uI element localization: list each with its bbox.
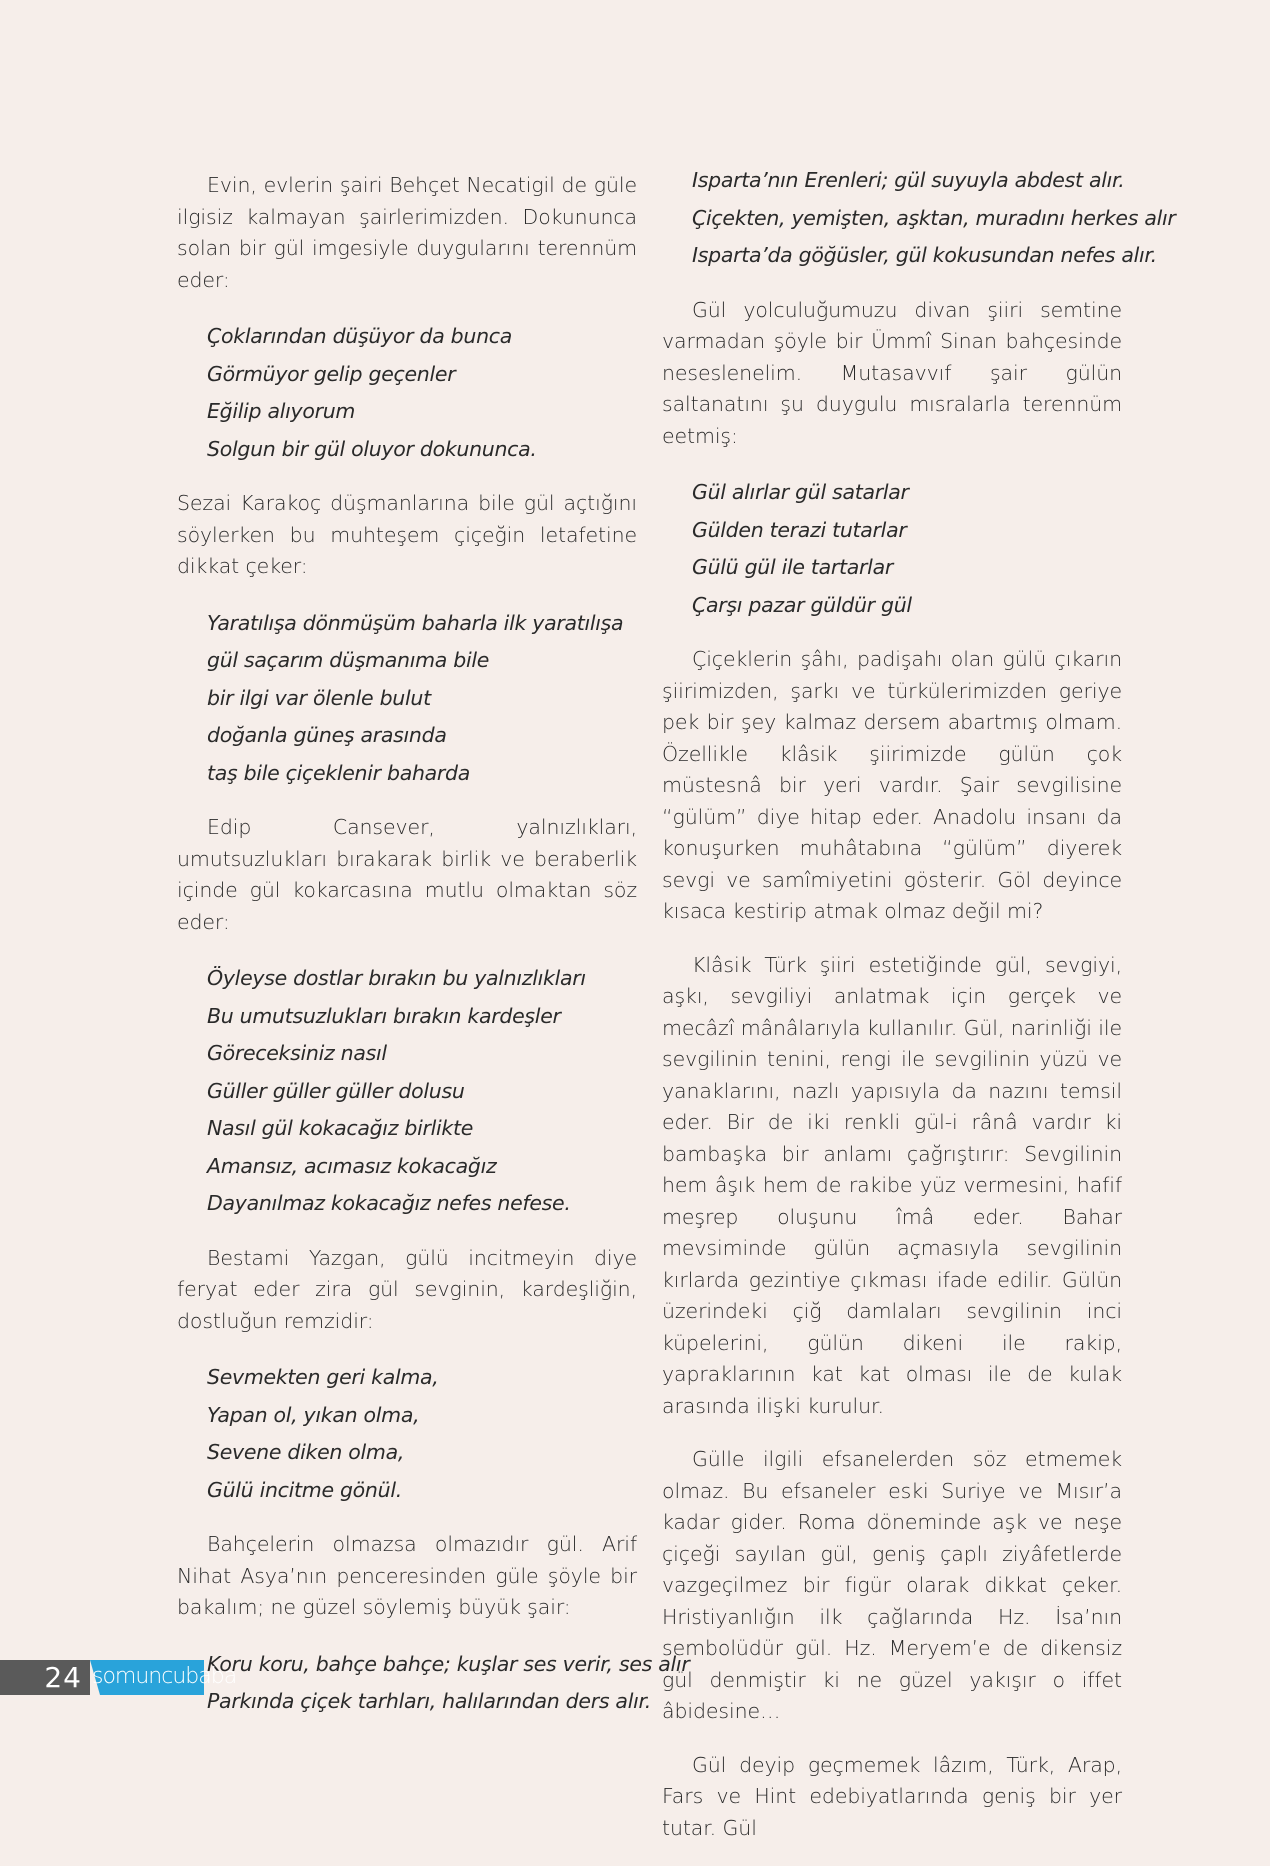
poem-line: bir ilgi var ölenle bulut	[207, 685, 431, 710]
paragraph: Gül deyip geçmemek lâzım, Türk, Arap, Fars ve Hint edebiyatlarında geniş bir yer tutar. Gül	[662, 1752, 1122, 1840]
paragraph: Çiçeklerin şâhı, padişahı olan gülü çıkarın şiirimizden, şarkı ve türkülerimizden geriye pek bir şey kalmaz dersem abartmış olmam. Özellikle klâsik şiirimizde gülün çok müstesnâ bir yeri vardır. Şair sevgilisine “gülüm” diye hitap eder. Anadolu insanı da konuşurken muhâtabına “gülüm” diyerek sevgi ve samîmiyetini gösterir. Göl deyince kısaca kestirip atmak olmaz değil mi?	[662, 647, 1122, 923]
poem-line: Çoklarından düşüyor da bunca	[207, 324, 513, 348]
paragraph: Gülle ilgili efsanelerden söz etmemek olmaz. Bu efsaneler eski Suriye ve Mısır’a kadar gider. Roma döneminde aşk ve neşe çiçeği sayılan gül, geniş çaplı ziyâfetlerde vazgeçilmez bir figür olarak dikkat çeker. Hristiyanlığın ilk çağlarında Hz. İsa’nın sembolüdür gül. Hz. Meryem’e de dikensiz gül denmiştir ki ne güzel yakışır o iffet âbidesine…	[662, 1447, 1122, 1723]
paragraph: Evin, evlerin şairi Behçet Necatigil de güle ilgisiz kalmayan şairlerimizden. Dokununca solan bir gül imgesiyle duygularını terennüm eder:	[177, 173, 637, 292]
poem-line: Görmüyor gelip geçenler	[207, 361, 456, 386]
poem-line: Koru koru, bahçe bahçe; kuşlar ses verir, ses alır	[207, 1651, 690, 1676]
poem	[662, 162, 1176, 275]
poem-line: Çarşı pazar güldür gül	[692, 592, 912, 617]
poem-line: Dayanılmaz kokacağız nefes nefese.	[207, 1191, 571, 1215]
paragraph: Edip Cansever, yalnızlıkları, umutsuzlukları bırakarak birlik ve beraberlik içinde gül kokarcasına mutlu olmaktan söz eder:	[177, 815, 637, 934]
poem-line: taş bile çiçeklenir baharda	[207, 760, 471, 785]
poem-line: doğanla güneş arasında	[207, 723, 447, 747]
poem-line: Yapan ol, yıkan olma,	[207, 1402, 420, 1427]
poem	[177, 605, 637, 793]
poem-line: Bu umutsuzlukları bırakın kardeşler	[207, 1003, 561, 1028]
poem-line: Öyleyse dostlar bırakın bu yalnızlıkları	[207, 966, 586, 990]
poem	[177, 960, 637, 1223]
poem	[177, 318, 637, 468]
paragraph: Klâsik Türk şiiri estetiğinde gül, sevgiyi, aşkı, sevgiliyi anlatmak için gerçek ve mecâzî mânâlarıyla kullanılır. Gül, narinliği ile sevgilinin tenini, rengi ile sevgilinin yüzü ve yanaklarını, nazlı yapısıyla da nazını temsil eder. Bir de iki renkli gül-i rânâ vardır ki bambaşka bir anlamı çağrıştırır: Sevgilinin hem âşık hem de rakibe yüz vermesini, hafif meşrep oluşunu îmâ eder. Bahar mevsiminde gülün açmasıyla sevgilinin kırlarda gezintiye çıkması ifade edilir. Gülün üzerindeki çiğ damlaları sevgilinin inci küpelerini, gülün dikeni ile rakip, yapraklarının kat kat olması ile de kulak arasında ilişki kurulur.	[662, 952, 1122, 1418]
page-number: 24	[44, 1661, 82, 1694]
poem-line: Sevmekten geri kalma,	[207, 1365, 439, 1389]
poem-line: Isparta’nın Erenleri; gül suyuyla abdest alır.	[692, 168, 1125, 192]
poem-line: Güller güller güller dolusu	[207, 1078, 465, 1103]
paragraph: Bestami Yazgan, gülü incitmeyin diye feryat eder zira gül sevginin, kardeşliğin, dostluğun remzidir:	[177, 1245, 637, 1333]
poem-line: Gülü incitme gönül.	[207, 1477, 402, 1502]
poem-line: Parkında çiçek tarhları, halılarından ders alır.	[207, 1689, 651, 1713]
paragraph: Bahçelerin olmazsa olmazıdır gül. Arif Nihat Asya’nın penceresinden güle şöyle bir bakalım; ne güzel söylemiş büyük şair:	[177, 1532, 637, 1619]
poem-line: Yaratılışa dönmüşüm baharla ilk yaratılışa	[207, 610, 624, 635]
poem-line: Isparta’da göğüsler, gül kokusundan nefes alır.	[692, 243, 1157, 267]
poem-line: Eğilip alıyorum	[207, 399, 356, 423]
brand-name: somuncubaba	[92, 1664, 237, 1689]
left-column	[177, 170, 690, 1741]
poem-line: Göreceksiniz nasıl	[207, 1041, 387, 1065]
right-column	[662, 168, 1176, 1866]
poem-line: Gülden terazi tutarlar	[692, 517, 907, 542]
poem-line: Gülü gül ile tartarlar	[692, 555, 893, 579]
page-footer	[0, 1660, 237, 1695]
poem-line: Gül alırlar gül satarlar	[692, 480, 909, 504]
poem-line: Sevene diken olma,	[207, 1440, 405, 1464]
poem-line: Nasıl gül kokacağız birlikte	[207, 1116, 474, 1140]
paragraph: Sezai Karakoç düşmanlarına bile gül açtığını söylerken bu muhteşem çiçeğin letafetine dikkat çeker:	[177, 491, 637, 578]
poem	[177, 1646, 690, 1721]
poem	[662, 474, 1122, 624]
paragraph: Gül yolculuğumuzu divan şiiri semtine varmadan şöyle bir Ümmî Sinan bahçesinde neseslenelim. Mutasavvıf şair gülün saltanatını şu duygulu mısralarla terennüm eetmiş:	[662, 297, 1122, 448]
poem	[177, 1359, 637, 1509]
poem-line: Çiçekten, yemişten, aşktan, muradını herkes alır	[692, 205, 1176, 230]
poem-line: Amansız, acımasız kokacağız	[207, 1153, 497, 1178]
poem-line: gül saçarım düşmanıma bile	[207, 648, 490, 672]
poem-line: Solgun bir gül oluyor dokununca.	[207, 436, 537, 461]
page-number-box	[0, 1660, 90, 1695]
